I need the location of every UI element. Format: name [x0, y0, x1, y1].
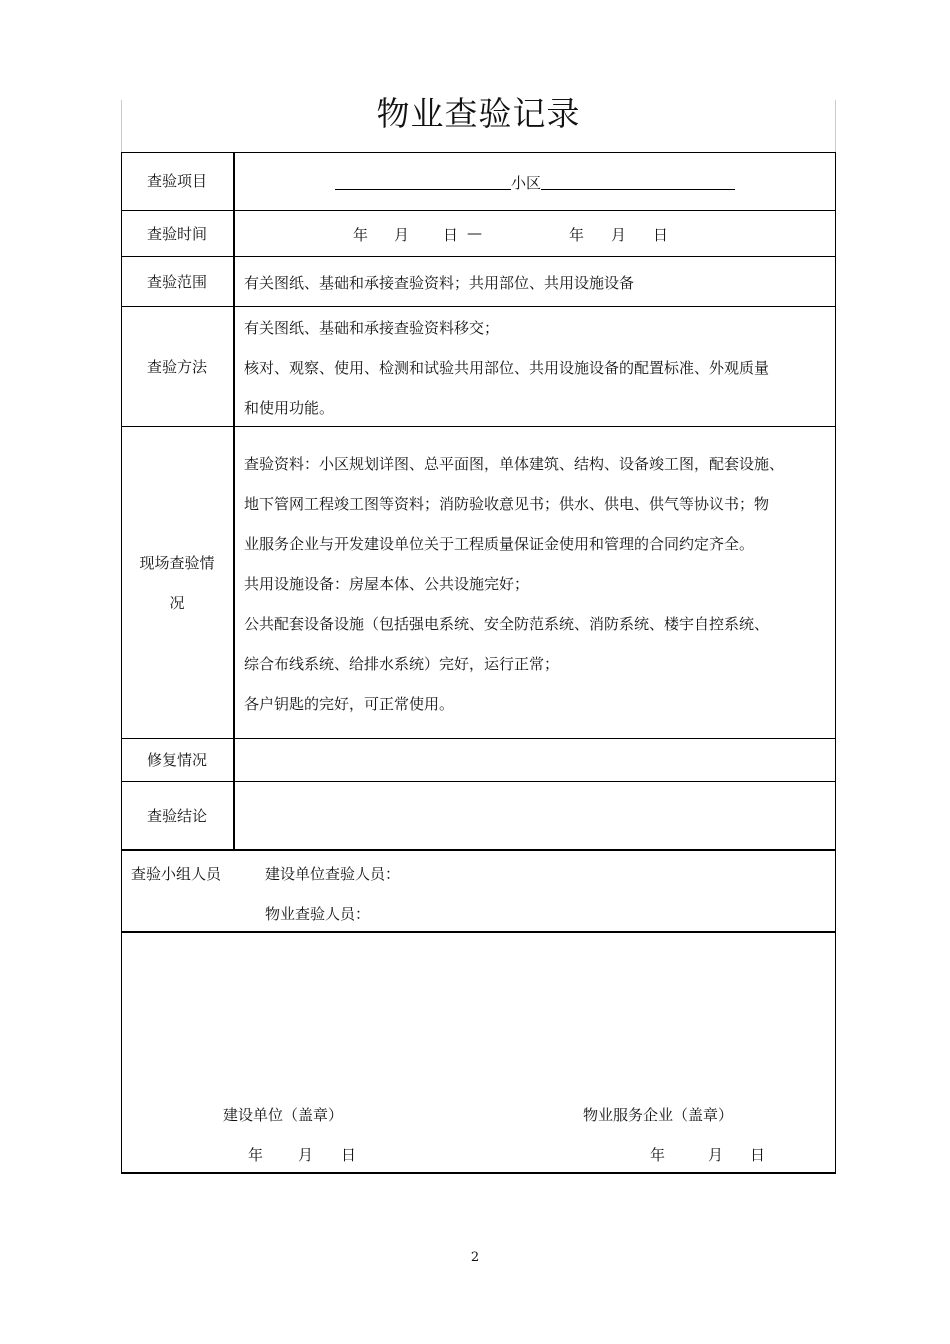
property-staff-label: 物业查验人员： — [265, 905, 371, 923]
method-line: 核对、观察、使用、检测和试验共用部位、共用设施设备的配置标准、外观质量 — [244, 359, 770, 377]
inspection-form — [121, 152, 836, 1173]
conclusion-label: 查验结论 — [146, 806, 207, 825]
property-sign-year: 年 — [650, 1146, 666, 1164]
method-line: 和使用功能。 — [244, 399, 335, 417]
team-label: 查验小组人员 — [131, 865, 222, 883]
site-line: 公共配套设备设施（包括强电系统、安全防范系统、消防系统、楼宇自控系统、 — [244, 615, 770, 633]
site-line: 共用设施设备：房屋本体、公共设施完好； — [244, 575, 530, 593]
site-label-line: 况 — [169, 593, 185, 612]
site-line: 业服务企业与开发建设单位关于工程质量保证金使用和管理的合同约定齐全。 — [244, 535, 755, 553]
site-text — [244, 444, 784, 724]
repair-label: 修复情况 — [146, 751, 207, 769]
time-range-dash: — — [467, 224, 482, 242]
time-end-year: 年 — [569, 226, 585, 244]
builder-seal-label: 建设单位（盖章） — [223, 1106, 344, 1124]
border-bottom — [121, 1172, 836, 1174]
time-start-day: 日 — [443, 226, 459, 244]
site-label-line: 现场查验情 — [139, 553, 215, 572]
row-separator — [121, 931, 836, 933]
page-number: 2 — [470, 1250, 480, 1265]
time-end-day: 日 — [653, 226, 669, 244]
method-line: 有关图纸、基础和承接查验资料移交； — [244, 319, 500, 337]
site-line: 查验资料：小区规划详图、总平面图，单体建筑、结构、设备竣工图，配套设施、 — [244, 455, 785, 473]
scope-label: 查验范围 — [146, 272, 207, 291]
property-seal-label: 物业服务企业（盖章） — [583, 1106, 734, 1124]
community-detail-blank[interactable] — [541, 173, 735, 190]
builder-sign-day: 日 — [341, 1146, 357, 1164]
scope-value: 有关图纸、基础和承接查验资料；共用部位、共用设施设备 — [244, 274, 635, 292]
property-sign-month: 月 — [708, 1146, 724, 1164]
time-end-month: 月 — [611, 226, 627, 244]
site-line: 各户钥匙的完好，可正常使用。 — [244, 695, 455, 713]
site-line: 综合布线系统、给排水系统）完好，运行正常； — [244, 655, 560, 673]
property-sign-day: 日 — [750, 1146, 766, 1164]
site-line: 地下管网工程竣工图等资料；消防验收意见书；供水、供电、供气等协议书；物 — [244, 495, 770, 513]
item-value — [335, 172, 735, 193]
time-label: 查验时间 — [146, 224, 207, 243]
method-label: 查验方法 — [146, 357, 207, 376]
method-text — [244, 308, 769, 428]
builder-sign-year: 年 — [248, 1146, 264, 1164]
community-suffix: 小区 — [511, 174, 542, 192]
builder-staff-label: 建设单位查验人员： — [265, 865, 401, 883]
row-separator — [121, 849, 836, 851]
item-label: 查验项目 — [146, 172, 207, 190]
time-start-year: 年 — [353, 226, 369, 244]
builder-sign-month: 月 — [298, 1146, 314, 1164]
community-name-blank[interactable] — [335, 173, 511, 190]
page-title: 物业查验记录 — [376, 94, 581, 133]
site-label — [121, 427, 233, 738]
time-start-month: 月 — [394, 226, 410, 244]
